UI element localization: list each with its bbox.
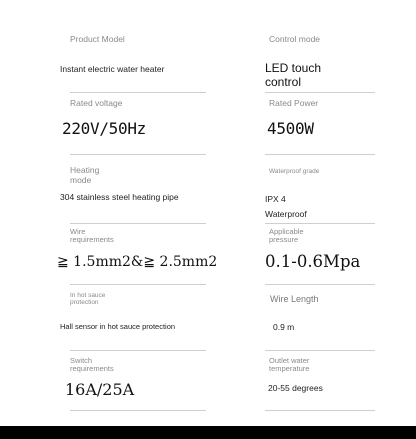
wire-requirements-value: ≧ 1.5mm2&≧ 2.5mm2 [57,254,218,270]
divider [265,92,375,93]
divider [70,350,206,351]
rated-voltage-label: Rated voltage [70,98,123,108]
control-mode-value-line2: control [265,74,302,89]
divider [70,410,206,411]
divider [70,223,206,224]
switch-requirements-label-line2: requirements [70,364,114,374]
switch-requirements-value: 16A/25A [65,380,135,399]
hot-sauce-protection-value: Hall sensor in hot sauce protection [60,322,176,331]
switch-requirements-label-line1: Switch [70,356,93,365]
outlet-water-temperature-label-line1: Outlet water [269,356,310,365]
divider [265,223,375,224]
divider [70,154,206,155]
rated-voltage-value: 220V/50Hz [62,119,146,138]
bottom-band [0,426,416,439]
wire-requirements-label [70,228,114,245]
heating-mode-value: 304 stainless steel heating pipe [60,192,179,202]
waterproof-grade-label: Waterproof grade [269,168,320,175]
divider [265,410,375,411]
applicable-pressure-label [269,228,304,245]
wire-length-value: 0.9 m [273,322,295,332]
rated-power-label: Rated Power [269,98,319,108]
switch-requirements-label [70,357,114,374]
divider [265,350,375,351]
control-mode-value-line1: LED touch [265,61,322,75]
applicable-pressure-label-line1: Applicable [269,227,304,236]
waterproof-grade-value-line1: IPX 4 [265,194,286,204]
control-mode-label: Control mode [269,34,321,44]
wire-requirements-label-line1: Wire [70,227,86,236]
hot-sauce-protection-label-line2: protection [70,299,99,307]
rated-power-value: 4500W [267,119,314,138]
wire-length-label: Wire Length [270,294,319,304]
waterproof-grade-value [265,192,307,222]
divider [265,154,375,155]
product-model-value: Instant electric water heater [60,64,165,74]
hot-sauce-protection-label-line1: In hot sauce [70,292,106,299]
wire-requirements-label-line2: requirements [70,235,114,245]
divider [265,284,375,285]
heating-mode-label-line1: Heating [70,165,100,175]
control-mode-value [265,62,321,90]
product-model-label: Product Model [70,34,125,44]
outlet-water-temperature-value: 20-55 degrees [268,383,323,393]
applicable-pressure-value: 0.1-0.6Mpa [265,252,361,271]
waterproof-grade-value-line2: Waterproof [265,208,307,219]
heating-mode-label [70,166,99,186]
outlet-water-temperature-label [269,357,309,374]
heating-mode-label-line2: mode [70,174,92,185]
applicable-pressure-label-line2: pressure [269,235,299,245]
outlet-water-temperature-label-line2: temperature [269,364,310,374]
divider [70,284,206,285]
hot-sauce-protection-label [70,292,105,306]
divider [70,92,206,93]
